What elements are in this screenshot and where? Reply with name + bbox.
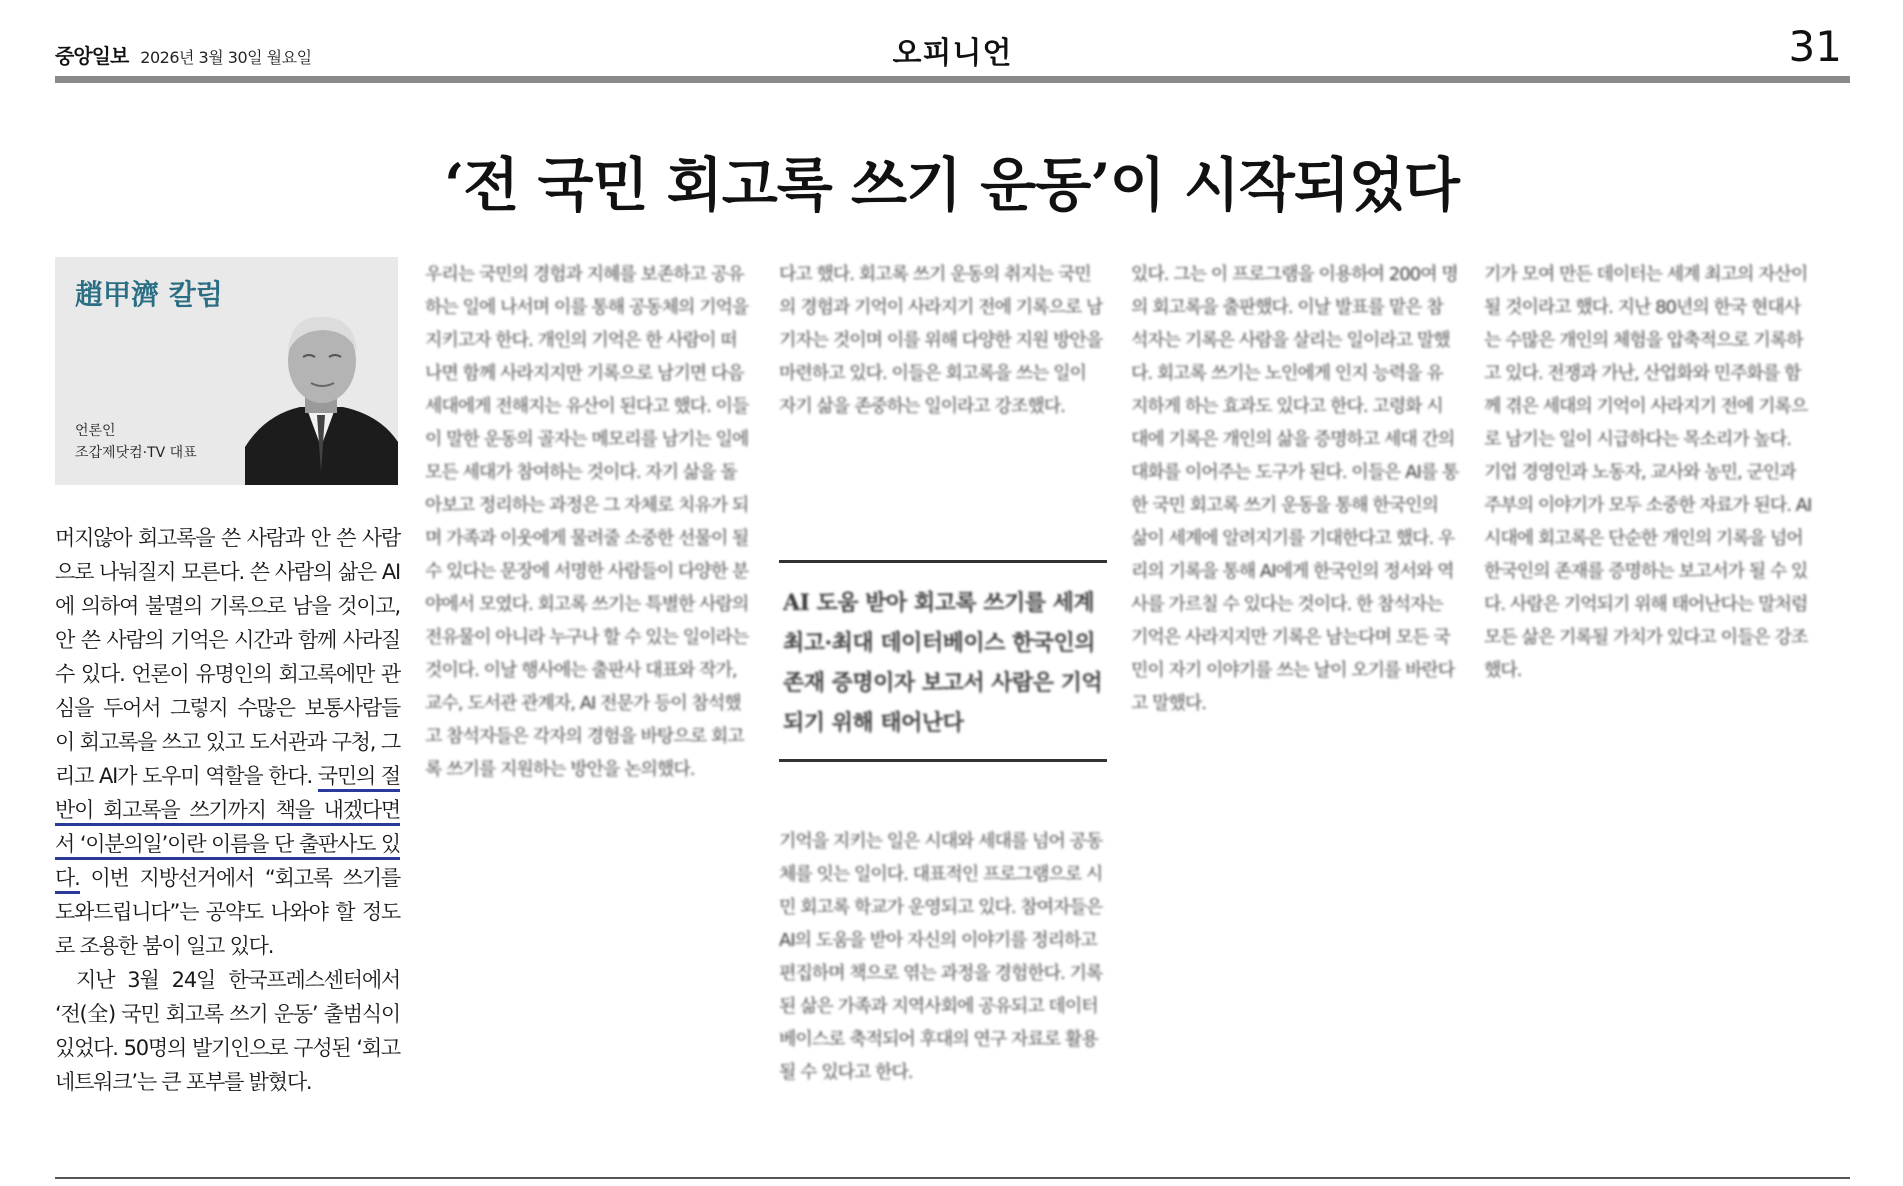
newspaper-logo: 중앙일보 — [55, 44, 129, 68]
article-headline: ‘전 국민 회고록 쓰기 운동’이 시작되었다 — [444, 151, 1459, 219]
column-2-text: 우리는 국민의 경험과 지혜를 보존하고 공유하는 일에 나서며 이를 통해 공동체의 기억을 지키고자 한다. 개인의 기억은 한 사람이 떠나면 함께 사라지지만 기록으로 남기면 다음 세대에게 전해지는 유산이 된다고 했다. 이들이 말한 운동의 골자는 메모리를 남기는 일에 모든 세대가 참여하는 것이다. 자기 삶을 돌아보고 정리하는 과정은 그 자체로 치유가 되며 가족과 이웃에게 물려줄 소중한 선물이 될 수 있다는 문장에 서명한 사람들이 다양한 분야에서 모였다. 회고록 쓰기는 특별한 사람의 전유물이 아니라 누구나 할 수 있는 일이라는 것이다. 이날 행사에는 출판사 대표와 작가, 교수, 도서관 관계자, AI 전문가 등이 참석했고 참석자들은 각자의 경험을 바탕으로 회고록 쓰기를 지원하는 방안을 논의했다. — [425, 264, 749, 780]
author-role — [75, 420, 197, 464]
page-header — [55, 22, 1850, 80]
column-3-bottom-text: 기억을 지키는 일은 시대와 세대를 넘어 공동체를 잇는 일이다. 대표적인 프로그램으로 시민 회고록 학교가 운영되고 있다. 참여자들은 AI의 도움을 받아 자신의 이야기를 정리하고 편집하며 책으로 엮는 과정을 경험한다. 기록된 삶은 가족과 지역사회에 공유되고 데이터베이스로 축적되어 후대의 연구 자료로 활용될 수 있다고 한다. — [779, 831, 1103, 1083]
column-name: 趙甲濟 칼럼 — [75, 278, 223, 311]
lead-paragraph-1 — [55, 521, 400, 963]
page-number: 31 — [1788, 22, 1842, 71]
header-rule — [55, 76, 1850, 83]
article-column-3-bottom — [779, 825, 1107, 1089]
lead-paragraph-2: 지난 3월 24일 한국프레스센터에서 ‘전(全) 국민 회고록 쓰기 운동’ 출범식이 있었다. 50명의 발기인으로 구성된 ‘회고 네트워크’는 큰 포부를 밝혔다. — [55, 968, 400, 1094]
pull-quote-bottom-rule — [779, 759, 1107, 762]
pull-quote — [779, 560, 1107, 762]
author-role-line-2: 조갑제닷컴·TV 대표 — [75, 445, 197, 461]
issue-date: 2026년 3월 30일 월요일 — [140, 48, 312, 67]
article-column-4 — [1131, 258, 1459, 720]
author-role-line-1: 언론인 — [75, 423, 116, 439]
article-column-3-top — [779, 258, 1107, 538]
footer-rule — [55, 1177, 1850, 1179]
lead-text-1: 머지않아 회고록을 쓴 사람과 안 쓴 사람으로 나눠질지 모른다. 쓴 사람의 삶은 AI에 의하여 불멸의 기록으로 남을 것이고, 안 쓴 사람의 기억은 시간과 함께 사라질 수 있다. 언론이 유명인의 회고록에만 관심을 두어서 그렇지 수많은 보통사람들이 회고록을 쓰고 있고 도서관과 구청, 그리고 AI가 도우미 역할을 한다. — [55, 526, 400, 788]
column-4-text: 있다. 그는 이 프로그램을 이용하여 200여 명의 회고록을 출판했다. 이날 발표를 맡은 참석자는 기록은 사람을 살리는 일이라고 말했다. 회고록 쓰기는 노인에게 인지 능력을 유지하게 하는 효과도 있다고 한다. 고령화 시대에 기록은 개인의 삶을 증명하고 세대 간의 대화를 이어주는 도구가 된다. 이들은 AI를 통한 국민 회고록 쓰기 운동을 통해 한국인의 삶이 세계에 알려지기를 기대한다고 했다. 우리의 기록을 통해 AI에게 한국인의 정서와 역사를 가르칠 수 있다는 것이다. 한 참석자는 기억은 사라지지만 기록은 남는다며 모든 국민이 자기 이야기를 쓰는 날이 오기를 바란다고 말했다. — [1131, 264, 1459, 714]
byline-box — [55, 257, 398, 485]
article-column-5 — [1484, 258, 1812, 687]
pull-quote-text: AI 도움 받아 회고록 쓰기를 세계 최고·최대 데이터베이스 한국인의 존재 증명이자 보고서 사람은 기억되기 위해 태어난다 — [783, 590, 1103, 736]
article-column-2 — [425, 258, 753, 786]
column-5-text: 기가 모여 만든 데이터는 세계 최고의 자산이 될 것이라고 했다. 지난 80년의 한국 현대사는 수많은 개인의 체험을 압축적으로 기록하고 있다. 전쟁과 가난, 산업화와 민주화를 함께 겪은 세대의 기억이 사라지기 전에 기록으로 남기는 일이 시급하다는 목소리가 높다. 기업 경영인과 노동자, 교사와 농민, 군인과 주부의 이야기가 모두 소중한 자료가 된다. AI 시대에 회고록은 단순한 개인의 기록을 넘어 한국인의 존재를 증명하는 보고서가 될 수 있다. 사람은 기억되기 위해 태어난다는 말처럼 모든 삶은 기록될 가치가 있다고 이들은 강조했다. — [1484, 264, 1812, 681]
section-title: 오피니언 — [892, 36, 1013, 71]
lead-text-2: 이번 지방선거에서 “회고록 쓰기를 도와드립니다”는 공약도 나와야 할 정도로 조용한 붐이 일고 있다. — [55, 866, 400, 958]
column-3-top-text: 다고 했다. 회고록 쓰기 운동의 취지는 국민의 경험과 기억이 사라지기 전에 기록으로 남기자는 것이며 이를 위해 다양한 지원 방안을 마련하고 있다. 이들은 회고록을 쓰는 일이 자기 삶을 존중하는 일이라고 강조했다. — [779, 264, 1103, 417]
highlighted-sentence: 국민의 절반이 회고록을 쓰기까지 책을 내겠다면서 ‘이분의일’이란 이름을 단 출판사도 있다. — [55, 764, 400, 894]
article-lead-column — [55, 521, 400, 1099]
author-portrait — [245, 297, 398, 485]
